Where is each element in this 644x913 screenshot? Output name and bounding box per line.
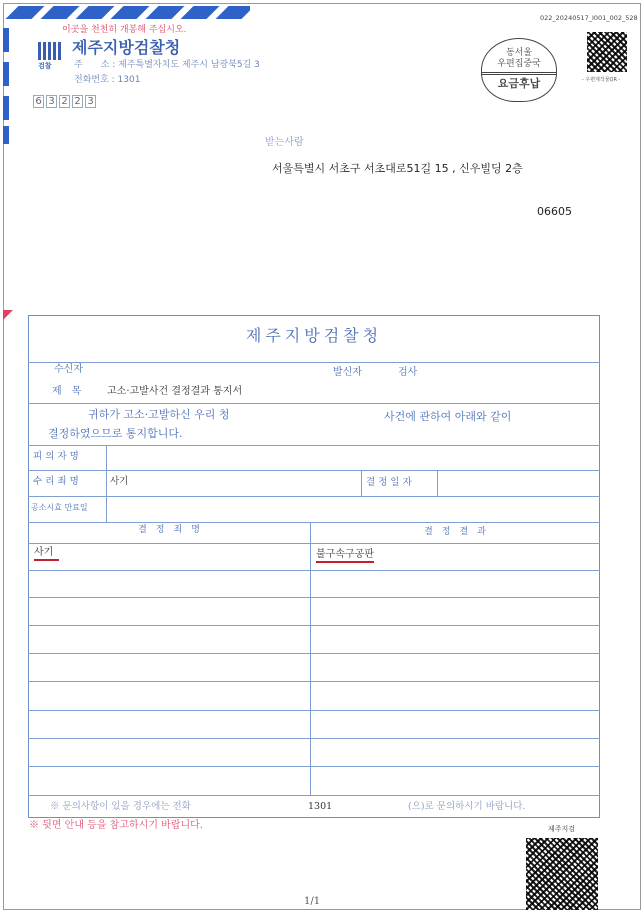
col-header-charge: 결 정 죄 명 [138,525,200,535]
sender-value: 검사 [398,367,418,378]
decision-charge: 사기 [34,547,59,561]
sender-name: 제주지방검찰청 [72,38,181,57]
back-notice: ※ 뒷면 안내 등을 참고하시기 바랍니다. [29,820,203,831]
address-label: 주 소 [74,60,110,70]
sender-address: 제주특별자치도 제주시 남광북5길 3 [118,60,260,70]
recipient-label: 받는사람 [265,137,304,148]
footer-text-1: ※ 문의사항이 있을 경우에는 전화 [50,801,191,812]
postal-qr-code [587,32,627,72]
page-number: 1/1 [304,896,321,907]
notice-text-1: 귀하가 고소·고발하신 우리 청 [88,408,230,421]
airmail-stripe [3,62,9,86]
charge-label: 수 리 죄 명 [33,476,79,487]
qr-caption: - 우편제작물QR - [582,77,621,83]
case-qr-code [526,838,598,910]
sender-phone: 1301 [117,75,141,85]
footer-phone: 1301 [308,801,333,812]
airmail-stripe [3,126,9,144]
doc-code: 022_20240517_I001_002_528 [540,14,638,22]
charge-value: 사기 [110,476,129,487]
airmail-stripe [3,28,9,52]
airmail-stripe [3,96,9,120]
airmail-stripes [0,0,250,20]
subject-label: 제 목 [52,386,82,397]
receiver-label: 수신자 [54,364,83,375]
suspect-label: 피 의 자 명 [33,451,79,462]
open-notice: 이곳을 천천히 개봉해 주십시오. [62,25,187,35]
footer-text-2: (으)로 문의하시기 바랍니다. [408,801,526,812]
statute-label: 공소시효 만료일 [31,503,88,512]
postmark: 동서울 우편집중국 요금후납 [481,38,557,102]
sender-label: 발신자 [333,367,362,378]
recipient-address: 서울특별시 서초구 서초대로51길 15 , 신우빌딩 2층 [272,162,523,175]
form-title: 제주지방검찰청 [245,326,383,345]
col-header-result: 결 정 결 과 [424,527,486,537]
notice-text-2: 사건에 관하여 아래와 같이 [384,410,512,423]
decision-date-label: 결 정 일 자 [366,477,412,488]
sender-zip: 6 3 2 2 3 [33,89,98,108]
prosecution-logo-icon [38,42,62,60]
phone-label: 전화번호 [74,75,109,85]
qr-label: 제주지검 [548,825,576,833]
subject: 고소·고발사건 결정결과 통지서 [107,386,243,397]
notice-text-3: 결정하였으므로 통지합니다. [48,427,183,440]
corner-mark [3,310,13,320]
recipient-zip: 06605 [537,205,572,218]
logo-text: 검찰 [38,62,52,70]
decision-result: 불구속구공판 [316,549,374,563]
